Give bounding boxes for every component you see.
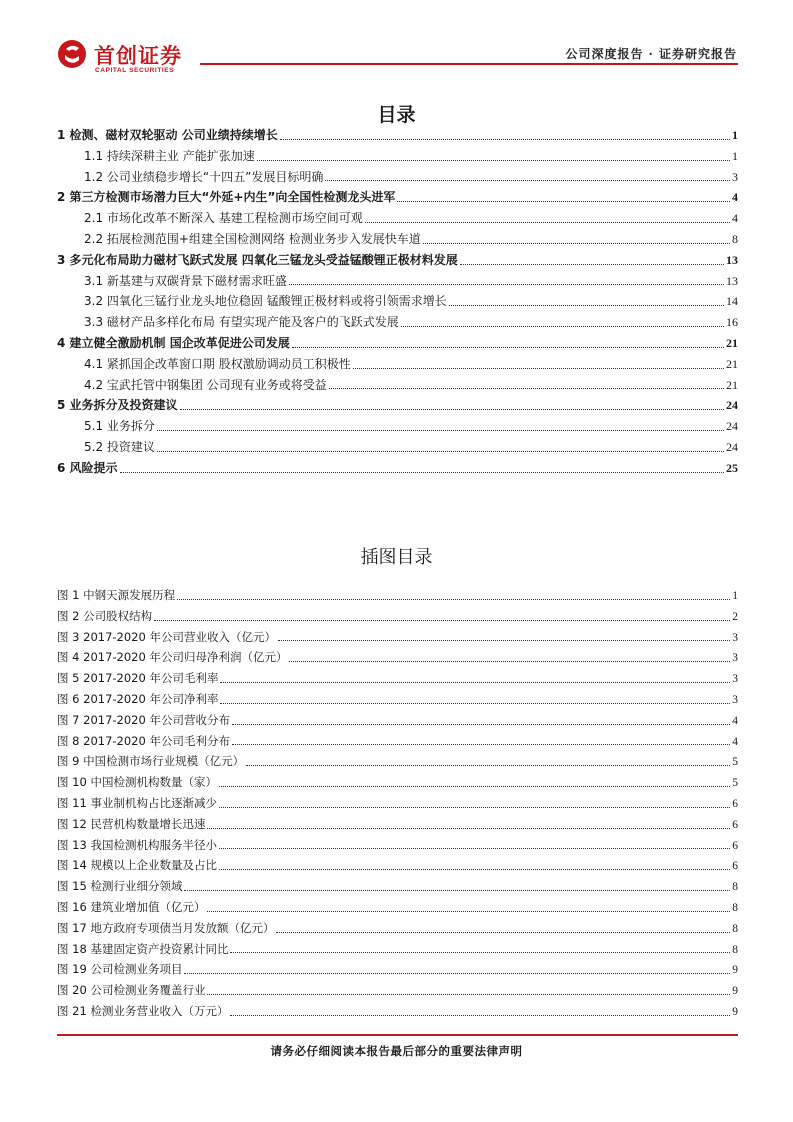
toc-section[interactable] [57, 229, 738, 250]
dot-leader [230, 1014, 730, 1016]
figure-entry[interactable] [57, 814, 738, 835]
dot-leader [230, 951, 730, 953]
toc-chapter-page: 21 [726, 335, 738, 350]
figure-entry-text: 图 15 检测行业细分领域 [57, 879, 183, 894]
toc-section-page: 21 [726, 377, 738, 392]
toc-chapter-text: 3 多元化布局助力磁材飞跃式发展 四氧化三锰龙头受益锰酸锂正极材料发展 [57, 252, 458, 267]
figure-entry-text: 图 19 公司检测业务项目 [57, 962, 183, 977]
figure-entry[interactable] [57, 835, 738, 856]
toc-section-text: 3.3 磁材产品多样化布局 有望实现产能及客户的飞跃式发展 [84, 315, 399, 330]
figure-entry[interactable] [57, 959, 738, 980]
figure-entry-page: 3 [732, 652, 738, 665]
figure-entry-page: 6 [732, 839, 738, 852]
toc-chapter-page: 25 [726, 460, 738, 475]
toc-section-page: 16 [726, 315, 738, 330]
figure-entry-text: 图 20 公司检测业务覆盖行业 [57, 983, 206, 998]
figure-entry-page: 2 [732, 610, 738, 623]
toc-chapter-page: 13 [726, 252, 738, 267]
dot-leader [184, 889, 730, 891]
dot-leader [276, 931, 730, 933]
dot-leader [401, 325, 724, 327]
figure-entry-text: 图 1 中钢天源发展历程 [57, 588, 176, 602]
figure-entry-text: 图 6 2017-2020 年公司净利率 [57, 691, 219, 706]
figure-entry-page: 6 [732, 860, 738, 873]
toc-section[interactable] [57, 291, 738, 312]
dot-leader [329, 387, 724, 389]
figure-entry[interactable] [57, 918, 738, 939]
report-type-label: 公司深度报告 · 证券研究报告 [565, 47, 737, 61]
dot-leader [219, 868, 730, 870]
figure-entry-text: 图 8 2017-2020 年公司毛利分布 [57, 733, 230, 748]
figure-entry[interactable] [57, 731, 738, 752]
page-header [0, 0, 793, 74]
header-divider [200, 63, 738, 65]
figure-entry-page: 8 [732, 901, 738, 914]
toc-section-page: 24 [726, 419, 738, 434]
figure-entry[interactable] [57, 897, 738, 918]
figure-entry[interactable] [57, 855, 738, 876]
dot-leader [207, 910, 730, 912]
dot-leader [120, 471, 724, 473]
figure-entry-page: 9 [732, 964, 738, 977]
figure-entry-text: 图 16 建筑业增加值（亿元） [57, 899, 206, 914]
figure-entry-page: 4 [732, 735, 738, 748]
dot-leader [154, 619, 730, 621]
figure-entry[interactable] [57, 772, 738, 793]
figure-entry-page: 8 [732, 881, 738, 894]
toc-section-text: 5.2 投资建议 [84, 439, 155, 454]
dot-leader [292, 346, 724, 348]
figure-entry-page: 5 [732, 756, 738, 769]
toc-list [57, 125, 738, 479]
toc-chapter-text: 4 建立健全激励机制 国企改革促进公司发展 [57, 335, 290, 350]
figure-entry-page: 3 [732, 693, 738, 706]
figure-entry-text: 图 21 检测业务营业收入（万元） [57, 1003, 229, 1018]
dot-leader [177, 598, 730, 600]
figure-entry[interactable] [57, 710, 738, 731]
toc-chapter[interactable] [57, 187, 738, 208]
toc-section-text: 5.1 业务拆分 [84, 419, 155, 434]
figure-entry[interactable] [57, 668, 738, 689]
toc-title: 目录 [377, 104, 416, 126]
figure-entry-text: 图 9 中国检测市场行业规模（亿元） [57, 754, 245, 769]
toc-section[interactable] [57, 437, 738, 458]
toc-chapter-text: 2 第三方检测市场潜力巨大“外延+内生”向全国性检测龙头进军 [57, 190, 396, 205]
toc-section[interactable] [57, 375, 738, 396]
figure-entry[interactable] [57, 751, 738, 772]
toc-chapter-page: 24 [726, 398, 738, 413]
toc-section-text: 1.1 持续深耕主业 产能扩张加速 [84, 148, 255, 163]
toc-section-page: 8 [732, 231, 738, 246]
toc-chapter-text: 1 检测、磁材双轮驱动 公司业绩持续增长 [57, 128, 278, 142]
logo-en-text: CAPITAL SECURITIES [95, 67, 175, 74]
toc-section-page: 14 [726, 294, 738, 309]
dot-leader [397, 200, 730, 202]
dot-leader [232, 723, 730, 725]
toc-section[interactable] [57, 208, 738, 229]
toc-section-text: 1.2 公司业绩稳步增长“十四五”发展目标明确 [84, 169, 324, 184]
figure-list [57, 585, 738, 1022]
toc-section-page: 24 [726, 439, 738, 454]
dot-leader [207, 827, 730, 829]
toc-section-page: 4 [732, 211, 738, 226]
figure-entry-text: 图 4 2017-2020 年公司归母净利润（亿元） [57, 650, 288, 665]
toc-section-page: 21 [726, 356, 738, 371]
toc-section-page: 13 [726, 273, 738, 288]
figure-entry-page: 9 [732, 1005, 738, 1018]
figure-entry-text: 图 5 2017-2020 年公司毛利率 [57, 671, 219, 686]
figure-entry-text: 图 14 规模以上企业数量及占比 [57, 858, 217, 873]
figure-entry[interactable] [57, 585, 738, 606]
figure-entry-page: 6 [732, 797, 738, 810]
toc-chapter-page: 1 [732, 128, 738, 142]
toc-chapter[interactable] [57, 125, 738, 146]
figure-entry-page: 9 [732, 985, 738, 998]
company-logo-icon [57, 39, 87, 69]
dot-leader [449, 304, 724, 306]
dot-leader [184, 972, 730, 974]
toc-section-page: 3 [732, 169, 738, 184]
dot-leader [365, 221, 730, 223]
footer-disclaimer: 请务必仔细阅读本报告最后部分的重要法律声明 [270, 1044, 523, 1058]
figure-entry-page: 6 [732, 818, 738, 831]
figure-entry-text: 图 3 2017-2020 年公司营业收入（亿元） [57, 629, 276, 644]
toc-section[interactable] [57, 312, 738, 333]
toc-section-text: 3.2 四氧化三锰行业龙头地位稳固 锰酸锂正极材料或将引领需求增长 [84, 294, 447, 309]
toc-chapter[interactable] [57, 333, 738, 354]
dot-leader [325, 179, 730, 181]
figure-entry[interactable] [57, 647, 738, 668]
dot-leader [157, 429, 724, 431]
toc-section-text: 3.1 新基建与双碳背景下磁材需求旺盛 [84, 273, 287, 288]
figure-entry-page: 5 [732, 777, 738, 790]
dot-leader [207, 993, 730, 995]
figure-entry-text: 图 12 民营机构数量增长迅速 [57, 816, 206, 831]
figure-entry-page: 8 [732, 922, 738, 935]
figure-entry-text: 图 17 地方政府专项债当月发放额（亿元） [57, 920, 275, 935]
toc-section-text: 4.2 宝武托管中钢集团 公司现有业务或将受益 [84, 377, 327, 392]
dot-leader [219, 806, 730, 808]
toc-section[interactable] [57, 416, 738, 437]
figure-entry-page: 1 [732, 590, 738, 602]
dot-leader [280, 138, 730, 140]
toc-chapter[interactable] [57, 250, 738, 271]
dot-leader [257, 159, 730, 161]
figure-entry-text: 图 11 事业制机构占比逐渐减少 [57, 795, 217, 810]
dot-leader [278, 639, 730, 641]
toc-section-text: 2.1 市场化改革不断深入 基建工程检测市场空间可观 [84, 211, 363, 226]
toc-section-text: 2.2 拓展检测范围+组建全国检测网络 检测业务步入发展快车道 [84, 231, 421, 246]
dot-leader [157, 450, 724, 452]
figure-entry-page: 4 [732, 714, 738, 727]
dot-leader [219, 847, 730, 849]
figure-list-title: 插图目录 [360, 547, 433, 568]
footer-divider [57, 1034, 738, 1036]
figure-entry-text: 图 2 公司股权结构 [57, 608, 153, 623]
dot-leader [460, 263, 724, 265]
dot-leader [289, 660, 730, 662]
toc-section-text: 4.1 紧抓国企改革窗口期 股权激励调动员工积极性 [84, 356, 351, 371]
toc-section[interactable] [57, 146, 738, 167]
toc-chapter-text: 6 风险提示 [57, 460, 118, 475]
figure-entry-page: 3 [732, 673, 738, 686]
dot-leader [232, 743, 730, 745]
figure-entry[interactable] [57, 793, 738, 814]
dot-leader [180, 408, 724, 410]
dot-leader [353, 367, 724, 369]
figure-entry-page: 3 [732, 631, 738, 644]
figure-entry-text: 图 13 我国检测机构服务半径小 [57, 837, 217, 852]
figure-entry[interactable] [57, 627, 738, 648]
figure-entry[interactable] [57, 980, 738, 1001]
toc-chapter[interactable] [57, 395, 738, 416]
toc-chapter-page: 4 [732, 190, 738, 205]
dot-leader [423, 242, 730, 244]
figure-entry[interactable] [57, 939, 738, 960]
figure-entry-text: 图 7 2017-2020 年公司营收分布 [57, 712, 230, 727]
toc-section-page: 1 [732, 148, 738, 163]
toc-section[interactable] [57, 271, 738, 292]
figure-entry[interactable] [57, 606, 738, 627]
toc-chapter[interactable] [57, 458, 738, 479]
figure-entry[interactable] [57, 1001, 738, 1022]
logo-cn-text: 首创证券 [94, 44, 182, 68]
figure-entry-page: 8 [732, 943, 738, 956]
figure-entry[interactable] [57, 689, 738, 710]
toc-chapter-text: 5 业务拆分及投资建议 [57, 398, 178, 413]
dot-leader [219, 785, 730, 787]
dot-leader [246, 764, 730, 766]
figure-entry-text: 图 10 中国检测机构数量（家） [57, 775, 217, 790]
dot-leader [220, 681, 730, 683]
figure-entry[interactable] [57, 876, 738, 897]
toc-section[interactable] [57, 354, 738, 375]
dot-leader [220, 702, 730, 704]
toc-section[interactable] [57, 167, 738, 188]
dot-leader [289, 283, 724, 285]
figure-entry-text: 图 18 基建固定资产投资累计同比 [57, 941, 229, 956]
